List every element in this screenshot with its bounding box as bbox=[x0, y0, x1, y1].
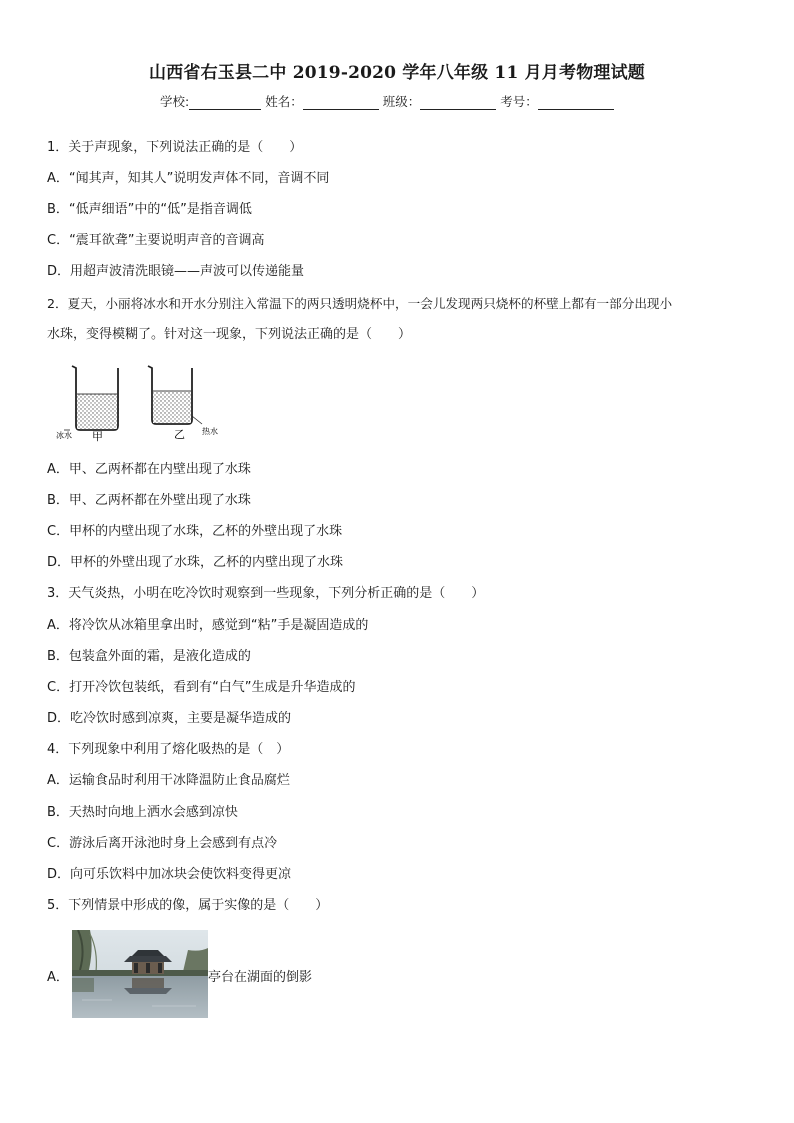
question-2-stem-line2: 水珠，变得模糊了。针对这一现象，下列说法正确的是（ ） bbox=[47, 327, 412, 342]
class-label: 班级： bbox=[382, 94, 421, 109]
question-2-option-c: C．甲杯的内壁出现了水珠，乙杯的外壁出现了水珠 bbox=[47, 524, 343, 539]
school-blank[interactable] bbox=[189, 96, 261, 110]
class-blank[interactable] bbox=[420, 96, 496, 110]
question-2-option-d: D．甲杯的外壁出现了水珠，乙杯的内壁出现了水珠 bbox=[47, 555, 344, 570]
name-label: 姓名： bbox=[265, 94, 303, 109]
question-5-option-a-prefix: A． bbox=[47, 970, 69, 985]
question-4-option-d: D．向可乐饮料中加冰块会使饮料变得更凉 bbox=[47, 867, 292, 882]
question-4-option-b: B．天热时向地上洒水会感到凉快 bbox=[47, 805, 238, 820]
question-2-stem-line1: 2．夏天，小丽将冰水和开水分别注入常温下的两只透明烧杯中，一会儿发现两只烧杯的杯壁上都有一部分出现小 bbox=[47, 296, 673, 311]
left-beaker-icon bbox=[64, 366, 118, 430]
question-3-option-a: A．将冷饮从冰箱里拿出时，感觉到“粘”手是凝固造成的 bbox=[47, 618, 369, 633]
pavilion-reflection-photo bbox=[72, 930, 208, 1018]
right-cup-label: 乙 bbox=[174, 428, 185, 441]
beakers-figure bbox=[52, 360, 232, 444]
question-1-option-c: C．“震耳欲聋”主要说明声音的音调高 bbox=[47, 233, 265, 248]
question-5-stem: 5．下列情景中形成的像，属于实像的是（ ） bbox=[47, 898, 329, 913]
school-label: 学校: bbox=[160, 94, 190, 109]
student-info-row bbox=[160, 92, 618, 110]
left-side-label: 冰水 bbox=[56, 431, 72, 440]
question-4-option-c: C．游泳后离开泳池时身上会感到有点冷 bbox=[47, 836, 278, 851]
question-3-stem: 3．天气炎热，小明在吃冷饮时观察到一些现象，下列分析正确的是（ ） bbox=[47, 586, 485, 601]
number-blank[interactable] bbox=[538, 96, 614, 110]
question-1-option-d: D．用超声波清洗眼镜——声波可以传递能量 bbox=[47, 264, 305, 279]
number-label: 考号： bbox=[500, 94, 538, 109]
question-3-option-d: D．吃冷饮时感到凉爽，主要是凝华造成的 bbox=[47, 711, 292, 726]
left-cup-label: 甲 bbox=[92, 430, 103, 443]
question-3-option-c: C．打开冷饮包装纸，看到有“白气”生成是升华造成的 bbox=[47, 680, 356, 695]
right-beaker-icon bbox=[148, 366, 202, 424]
question-4-stem: 4．下列现象中利用了熔化吸热的是（ ） bbox=[47, 742, 290, 757]
question-1-option-b: B．“低声细语”中的“低”是指音调低 bbox=[47, 202, 252, 217]
question-1-option-a: A．“闻其声，知其人”说明发声体不同，音调不同 bbox=[47, 171, 330, 186]
question-4-option-a: A．运输食品时利用干冰降温防止食品腐烂 bbox=[47, 773, 290, 788]
page-title: 山西省右玉县二中 2019-2020 学年八年级 11 月月考物理试题 bbox=[148, 63, 645, 83]
question-3-option-b: B．包装盒外面的霜，是液化造成的 bbox=[47, 649, 251, 664]
name-blank[interactable] bbox=[303, 96, 379, 110]
question-2-option-a: A．甲、乙两杯都在内壁出现了水珠 bbox=[47, 462, 251, 477]
question-5-option-a-text: 亭台在湖面的倒影 bbox=[208, 970, 313, 985]
question-2-option-b: B．甲、乙两杯都在外壁出现了水珠 bbox=[47, 493, 251, 508]
question-1-stem: 1．关于声现象，下列说法正确的是（ ） bbox=[47, 140, 303, 155]
right-side-label: 热水 bbox=[202, 427, 218, 436]
